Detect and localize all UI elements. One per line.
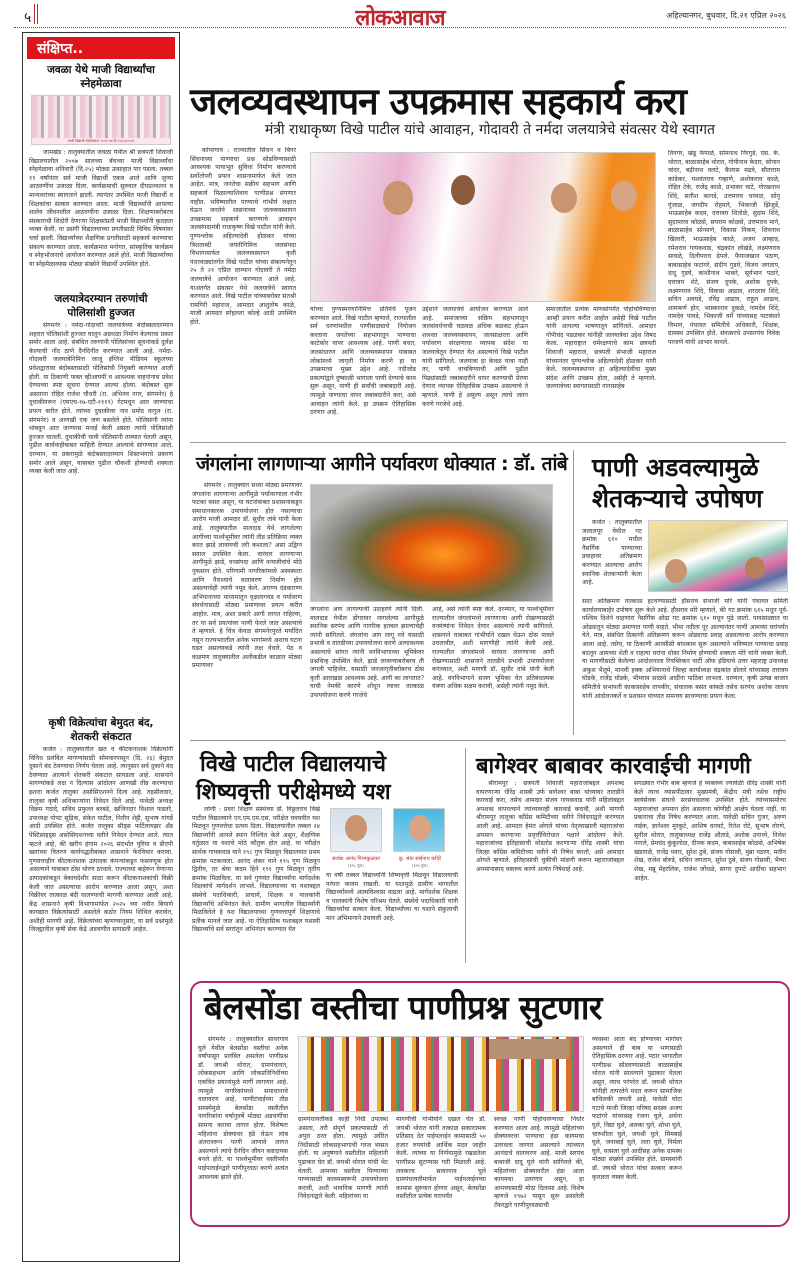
fire-column-2: जंगलांना आग लागल्याची उदाहरणे त्यांनी दिली. मालदाड येथील डोंगरावर लागलेल्या आगीमुळे स्थानिक सरपंच आणि नागरिक हतबल झाल्याचेही त्यांनी सांगितले. जंगलांना आग लागू नये यासाठी प्रभावी व तातडीच्या उपाययोजना करणे अत्यावश्यक असल्याचे सांगत त्यांनी वनविभागाच्या भूमिकेवर प्रश्नचिन्ह उपस्थित केले. झाडे लावण्याबरोबरच ती जगली पाहिजेत. यासाठी जनजागृतीबरोबरच ठोस कृती आराखडा आवश्यक आहे. आगी का लागतात? याची नेमकी कारणे शोधून त्यावर तात्काळ उपाययोजना करणे गरजेचे bbox=[310, 606, 424, 699]
forest-fire-photo bbox=[310, 484, 553, 602]
photo-figure bbox=[383, 181, 413, 215]
bageshwar-column-1: श्रीरामपूर : छत्रपती शिवाजी महाराजांबद्दल अपशब्द वापरणाऱ्या धीरेंद्र शास्त्री उर्फ बागेश्वर बाबा यांच्यावर तातडीने कारवाई करा, तसेच आमदार संजय गायकवाड यांनी महिलांबद्दल अपशब्द वापरल्याने त्यांच्यावरही कारवाई करावी, अशी मागणी श्रीरामपूर तालुका काँग्रेस कमिटीच्या वतीने निवेदनाद्वारे करण्यात आली आहे. आमदार हेमंत ओगले यांच्या नेतृत्वाखाली महाराजांचा अपमान करणाऱ्या प्रवृत्तींविरोधात पक्षाने आंदोलन केले. महाराजांच्या इतिहासाची मोडतोड करणाऱ्या धीरेंद्र शास्त्री यांचा जिल्हा काँग्रेस कमिटीच्या वतीने मी निषेध करतो, असे आमदार ओगले म्हणाले. इतिहासाची चुकीची मांडणी करून महाराजांबद्दल अपमानास्पद वक्तव्य करणे अत्यंत निषेधार्ह आहे. bbox=[476, 780, 624, 873]
dateline: अहिल्यानगर, बुधवार, दि.२१ एप्रिल २०२६ bbox=[666, 11, 786, 20]
photo-figure bbox=[551, 183, 577, 213]
scholarship-body: लोणी : प्रवरा शिक्षण संस्थेच्या डॉ. विठ्ठलराव विखे पाटील विद्यालयाने एन.एम.एम.एस. परीक्षेत घवघवीत यश मिळवून गुणवत्तेचा प्रत्यय दिला. विद्यालयातील तब्बल २४ विद्यार्थ्यांनी आपले स्थान निश्चित केले असून, शैक्षणिक वर्तुळात या यशाचे मोठे कौतुक होत आहे. या परीक्षेत सार्थक गायकवाड याने १९८ गुण मिळवून विद्यालयात प्रथम क्रमांक पटकावला. आनंद शंकर याने १९५ गुण मिळवून द्वितीय, तर श्रेया कदम हिने १९१ गुण मिळवून तृतीय क्रमांक मिळविला. या सर्व गुणवंत विद्यार्थ्यांना मार्गदर्शक शिक्षकांचे मार्गदर्शन लाभले. विद्यालयाच्या या यशाबद्दल संस्थेचे पदाधिकारी, प्राचार्य, शिक्षक व पालकांनी विद्यार्थ्यांचे अभिनंदन केले. ग्रामीण भागातील विद्यार्थ्यांनी मिळविलेले हे यश विद्यालयाच्या गुणवत्तापूर्ण शिक्षणाचे प्रतीक मानले जात आहे. या ऐतिहासिक यशाबद्दल यशस्वी विद्यार्थ्यांचे सर्व स्तरांतून अभिनंदन करण्यात येत bbox=[192, 806, 320, 934]
column-divider bbox=[573, 450, 574, 735]
brief-headline: कृषी विक्रेत्यांचा बेमुदत बंद, शेतकरी संकटात bbox=[48, 717, 154, 743]
brief-body: जामखेड : तालुक्यातील जवळा येथील श्री छत्रपती शिवाजी विद्यालयातील २००७ सालच्या बॅचच्या माजी विद्यार्थ्यांचा स्नेहमेळावा शनिवारी (दि.२५) मोठ्या उत्साहात पार पडला. तब्बल १९ वर्षांनंतर सर्व माजी विद्यार्थी एकत्र आले आणि जुन्या आठवणींना उजाळा दिला. कार्यक्रमाची सुरुवात दीपप्रज्वलन व मान्यवरांच्या स्वागताने झाली. त्यानंतर उपस्थित माजी विद्यार्थी व शिक्षकांचा सत्कार करण्यात आला. माजी विद्यार्थ्यांनी आपल्या शालेय जीवनातील आठवणींना उजाळा दिला. शिक्षणाबरोबरच संस्काराची शिदोरी देणाऱ्या शिक्षकांप्रती माजी विद्यार्थ्यांनी कृतज्ञता व्यक्त केली. या प्रसंगी विद्यालयाच्या प्रगतीसाठी विविध विषयांवर चर्चा झाली. विद्यार्थ्यांच्या शैक्षणिक प्रगतीसाठी सहकार्य करण्याचा संकल्प करण्यात आला. कार्यक्रमात मनोगत, सांस्कृतिक कार्यक्रम व स्नेहभोजनाचे आयोजन करण्यात आले होते. माजी विद्यार्थ्यांच्या या स्नेहमेळाव्यास मोठ्या संख्येने विद्यार्थी उपस्थित होते. bbox=[29, 149, 173, 268]
lead-column-1: कोपरगाव : राज्यातील सिंचन व बिगर सिंचनाच्या पाण्याचा प्रश्न सोडविण्यासाठी आवश्यक पायाभूत सुविधा निर्माण करण्याचे सर्वोतोपरी प्रयत्न शासनामार्फत केले जात आहेत. मात्र, जनतेचा सक्रीय सहभाग आणि सहकार्य मिळाल्याशिवाय पाणीप्रश्न संपणार नाहीत. भविष्यातील पाण्याचे गांभीर्य लक्षात घेऊन जनतेने शासनाच्या जलव्यवस्थापन उपक्रमास सहकार्य करण्याचे आवाहन जलसंपदामंत्री राधाकृष्ण विखे पाटील यांनी केले. पुण्यश्लोक अहिल्यादेवी होळकर यांच्या त्रिशताब्दी जयंतीनिमित्त जलसंपदा विभागामार्फत जलव्यवस्थापन कृती पंधरवाड्यांतर्गत विखे पाटील यांच्या संकल्पनेतून २५ ते २१ एप्रिल दरम्यान गोदावरी ते नर्मदा जलयात्रेचे आयोजन करण्यात आले आहे. याअंतर्गत संवत्सर येथे जलयात्रेचे स्वागत करण्यात आले. विखे पाटील यांच्याबरोबर संतश्री रामगिरी महाराज, आमदार आशुतोष काळे, माजी आमदार स्नेहलता कोल्हे आदी उपस्थित होते. bbox=[190, 147, 296, 326]
photo-figure bbox=[665, 559, 687, 583]
photo-figure bbox=[451, 175, 475, 205]
student-score: (१९८ गुण) bbox=[348, 863, 364, 868]
fire-headline: जंगलांना लागणाऱ्या आगीने पर्यावरण धोक्यात : डॉ. तांबे bbox=[196, 453, 568, 475]
scholarship-headline-2: शिष्यवृत्ती परीक्षेमध्ये यश bbox=[196, 780, 391, 805]
fire-column-3: आहे, असे त्यांनी स्पष्ट केले. दरम्यान, या पार्श्वभूमीवर राज्यातील जंगलांमध्ये लागणाऱ्या आगी रोखण्यासाठी वनमंत्र्यांना निवेदन देणार असल्याचे त्यांनी सांगितले. शासनाने याबाबत गांभीर्याने दखल घेऊन ठोस पावले उचलावीत, अशी मागणीही त्यांनी केली आहे. राज्यातील जंगलांमध्ये वारंवार लागणाऱ्या आगी रोखण्यासाठी शासनाने तातडीने प्रभावी उपाययोजना कराव्यात, अशी मागणी डॉ. सुधीर तांबे यांनी केली आहे. वनविभागाने सजग भूमिका घेत प्रतिबंधात्मक यंत्रणा अधिक सक्षम करावी, असेही त्यांनी नमूद केले. bbox=[432, 606, 554, 691]
brief-headline: जलयात्रेदरम्यान तरुणांची पोलिसांशी हुज्जत bbox=[54, 293, 148, 319]
belsonda-column-3: मागणीची गांभीर्याने दखल घेत डॉ. जयश्री थोरात यांनी तत्काळ सकारात्मक प्रतिसाद देत पाईपलाईन कामासाठी ५० हजार रुपयांची आर्थिक मदत जाहीर केली. त्यांच्या या निर्णयामुळे रखडलेला पाणीप्रश्न सुटण्यास गती मिळाली आहे. लवकरच सावरगाव घुले ग्रामपंचायतीमार्फत पाईपलाईनच्या कामास सुरुवात होणार असून, बेलसोंडा वस्तीतील प्रत्येक घरापर्यंत bbox=[396, 1116, 486, 1201]
belsonda-column-2: ग्रामपंचायतीकडे काही निधी उपलब्ध असला, तरी संपूर्ण प्रकल्पासाठी तो अपुरा ठरत होता. त्यामुळे उर्वरित निधीसाठी लोकसहभागाची गरज भासत होती. या अनुषंगाने वस्तीतील महिलांनी पुढाकार घेत डॉ. जयश्री थोरात यांची भेट घेतली. आमच्या वस्तीला पिण्याच्या पाण्यासाठी कायमस्वरूपी उपाययोजना करावी, अशी भावनिक मागणी त्यांनी निवेदनाद्वारे केली. महिलांच्या या bbox=[298, 1116, 388, 1201]
hunger-strike-body: सदर अतिक्रमण तात्काळ हटवण्यासाठी हौसराव संभाजी मोरे यांनी पंचायत समिती कार्यालयाबाहेर उपोषण सुरू केले आहे. हौसराव मोरे म्हणाले, की गट क्रमांक ६१५ मधून पूर्व-पश्चिम दिशेने वाहणारा नैसर्गिक ओढा गट क्रमांक ६१० मधून पुढे जातो. पावसाळ्यात या ओढ्यातून मोठ्या प्रमाणात पाणी वाहते. भीमा नदीला पूर आल्यानंतर पाणी आमच्या घरांपर्यंत येते. मात्र, संबंधित ठिकाणी अतिक्रमण करून ओढ्याचा प्रवाह अडवल्याचा आरोप करण्यात आला आहे. तसेच, या ठिकाणी आरसीसी बांधकाम सुरू असल्याने भविष्यात पाण्याचा प्रवाह बदलून आमच्या शेती व राहत्या घरांना धोका निर्माण होण्याची शक्यता मोरे यांनी व्यक्त केली. या मागणीसाठी केलेल्या आंदोलनाला रिपब्लिकन पार्टी ऑफ इंडियाचे उत्तर महाराष्ट्र उपाध्यक्ष अंकुश भैलुमे, मानवी हक्क अभियानाचे जिल्हा कार्याध्यक्ष चंद्रकांत डोलारे यांच्यासह दत्तात्रय घोडके, राजेंद्र घोडके, भीमराव साळवे आदींना पाठिंबा लाभला. दरम्यान, कृषी उत्पन्न बाजार समितीचे सभापती काकासाहेब तापकीर, संचालक बसंत कांबळे तसेच सरपंच अशोक जाधव यांनी आंदोलनकर्ते व प्रशासन यांच्यात समन्वय साधण्याचा प्रयत्न केला. bbox=[582, 598, 788, 700]
student-name: सार्थक आनंद गिरमकुळकर bbox=[331, 856, 381, 862]
lead-headline: जलव्यवस्थापन उपक्रमास सहकार्य करा bbox=[190, 80, 686, 123]
belsonda-column-1: संगमनेर : तालुक्यातील सावरगाव घुले येथील बेलसोंडा वस्तीचा अनेक वर्षांपासून प्रलंबित असलेला पाणीप्रश्न डॉ. जयश्री थोरात, ग्रामपंचायत, लोकसहभाग आणि लोकप्रतिनिधींच्या एकत्रित प्रयत्नांमुळे मार्गी लागणार आहे. त्यामुळे नागरिकांमध्ये समाधानाचे वातावरण आहे. पाणीटंचाईच्या तीव्र समस्येमुळे बेलसोंडा वस्तीतील नागरिकांना वर्षानुवर्षे मोठ्या अडचणींचा सामना करावा लागत होता. विशेषतः महिलांना डोक्यावर हंडे घेऊन लांब अंतरावरून पाणी आणावे लागत असल्याने त्यांचे दैनंदिन जीवन कष्टदायक बनले होते. या पार्श्वभूमीवर वस्तीपर्यंत पाईपलाईनद्वारे पाणीपुरवठा करणे अत्यंत आवश्यक झाले होते. bbox=[198, 1036, 288, 1181]
fire-column-1: संगमनेर : तालुक्यात सध्या मोठ्या प्रमाणावर जंगलांना लागणाऱ्या आगींमुळे पर्यावरणाला गंभीर फटका बसत असून, या घटनांबाबत प्रशासनाकडून समाधानकारक उपाययोजना होत नसल्याचा आरोप माजी आमदार डॉ. सुधीर तांबे यांनी केला आहे. तालुक्यातील मालदाड येथे लागलेल्या आगींच्या पार्श्वभूमीवर त्यांनी तीव्र प्रतिक्रिया व्यक्त करत झाडे लावायची तरी कशाला? असा उद्विग्न सवाल उपस्थित केला. वारंवार लागणाऱ्या आगीमुळे झाडे, वनसंपदा आणि वन्यजीवांचे मोठे नुकसान होते. परिणामी नागरिकांमध्ये अस्वस्थता आणि नैराश्याचे वातावरण निर्माण होत असल्याचेही त्यांनी नमूद केले. आरण्य दंडकारण्य अभियानाच्या माध्यमातून वृक्षलागवड व पर्यावरण संवर्धनासाठी मोठ्या प्रमाणावर प्रयत्न करीत आहोत. मात्र, अशा प्रकारे आगी लागत राहिल्या, तर या सर्व प्रयत्नांवर पाणी फेरले जात असल्याचे ते म्हणाले. हे चित्र केवळ संगमनेरपुरते मर्यादित नसून राज्यभरातील अनेक भागांमध्ये अशाच घटना घडत असल्याकडे त्यांनी लक्ष वेधले. पेठ व कळमण तालुक्यातील अलीकडील काळात मोठ्या प्रमाणावर bbox=[192, 482, 302, 670]
lead-subheadline: मंत्री राधाकृष्ण विखे पाटील यांचे आवाहन, गोदावरी ते नर्मदा जलयात्रेचे संवत्सर येथे स्वागत bbox=[264, 122, 716, 138]
lead-column-3: उद्देशाने जलयात्रेचे आयोजन करण्यात आले आहे. समाजाच्या सक्रिय सहभागातून जलसंवर्धनाची चळवळ अधिक बळकट होऊन शाश्वत जलव्यवस्थापन, जलसाक्षरता आणि पर्यावरण संरक्षणाचा व्यापक संदेश या जलयात्रेतून देण्यात येत असल्याचे विखे पाटील यांनी सांगितले. जलयात्रा हा केवळ यात्रा नाही तर, पाणी वाचविण्याची आणि पुढील पिढ्यांसाठी जबाबदारीने वापर करण्याची प्रेरणा देणारा व्यापक ऐतिहासिक उपक्रम असल्याचे ते म्हणाले. पाणी हे अमूल्य असून त्याचे जतन करणे गरजेचे आहे. bbox=[422, 306, 528, 408]
student-portrait-2 bbox=[393, 808, 445, 852]
student-portrait-1 bbox=[330, 808, 382, 852]
hunger-strike-photo bbox=[648, 520, 788, 592]
lead-photo-welcome bbox=[310, 152, 656, 302]
scholarship-body-2: या वर्षी तब्बल विद्यार्थ्यांनी शिष्यवृत्ती मिळवून विद्यालयाची परंपरा कायम राखली. या यशामुळे ग्रामीण भागातील विद्यार्थ्यांमध्ये आत्मविश्वास वाढला आहे. मार्गदर्शक शिक्षक व पालकांनी विशेष परिश्रम घेतले. संस्थेचे पदाधिकारी यांनी विद्यार्थ्यांचा सत्कार केला. विद्यार्थ्यांच्या या यशाने संकुलाची मान अभिमानाने उंचावली आहे. bbox=[326, 872, 458, 922]
brief-body: कर्जत : तालुक्यातील खत व कीटकनाशक विक्रेत्यांनी विविध प्रलंबित मागण्यांसाठी सोमवारपासून (दि. २६) बेमुदत दुकाने बंद ठेवण्याचा निर्णय घेतला आहे. त्यानुसार सर्व दुकाने बंद ठेवण्यात आल्याने शेतकरी संकटात सापडला आहे. शासनाने मागण्यांकडे लक्ष न दिल्यास आंदोलन आणखी तीव्र करण्याचा इशारा कर्जत तालुका असोसिएशनने दिला आहे. तहसीलदार, तालुका कृषी अधिकाऱ्यांना निवेदन दिले आहे. यावेळी अध्यक्ष विक्रम गदादे, सचिव प्रफुल्ल बरबडे, खजिनदार विशाल फडतरे, उपाध्यक्ष पोपट सुद्रिक, संकेत पाटील, नितीन शेट्टी, सुभाष गांगर्डे आदी उपस्थित होते. कर्जत तालुका सीड्स फर्टिलायझर अँड पेस्टिसाइड्स असोसिएशनच्या वतीने निवेदन देण्यात आले. त्यात म्हटले आहे, की खरीप हंगाम २०२६ संदर्भात युरिया व डीएपी खतांच्या वितरण कार्यपद्धतीबाबत शासनाने फेरविचार करावा. गुणवत्ताहीन कीटकनाशक उत्पादक कंपन्यांकडून फसवणूक होत असल्याने याबाबत ठोस धोरण ठरवावे. राज्याच्या बाहेरून येणाऱ्या उत्पादकांकडून बेकायदेशीर साठा करून कीटकनाशकांची विक्री केली जात असल्याचा आरोप करण्यात आला असून, अशा विक्रीवर तात्काळ बंदी घालण्याची मागणी करण्यात आली आहे. केंद्र शासनाने कृषी विभागामार्फत २०२५ च्या नवीन बियाणे कायद्यात विक्रेत्यांसाठी असलेले कठोर नियम शिथिल करावेत, अशीही मागणी आहे. विक्रेत्यांच्या म्हणण्यानुसार, या सर्व प्रश्नांमुळे जिल्ह्यातील कृषी सेवा केंद्रे अडचणीत सापडली आहेत. bbox=[29, 746, 173, 934]
photo-figure bbox=[611, 181, 637, 211]
lead-column-4: समाजातील प्रत्येक माणसांपर्यंत पोहोचविण्याचा आम्ही प्रयत्न करीत आहोत असेही विखे पाटील यांनी आपल्या भाषणातून सांगितले. आमदार गोपीचंद पडळकर यांनीही जलयात्रेचा उद्देश विषद केला. महाराष्ट्रात धर्मरक्षणाचे काम छत्रपती शिवाजी महाराज, छत्रपती संभाजी महाराज यांच्यानंतर पुण्यश्लोक अहिल्यादेवी होळकर यांनी केले. जलव्यवस्थापन हा अहिल्यादेवींचा मुख्य संदेश आणि उपक्रम होता, असेही ते म्हणाले. जलयात्रेच्या स्वागतासाठी नानासाहेब bbox=[546, 306, 656, 391]
belsonda-group-photo bbox=[298, 1036, 584, 1112]
briefs-section-label: संक्षिप्त.. bbox=[27, 37, 175, 59]
belsonda-column-4: स्वच्छ पाणी पोहोचवण्याचा निर्धार करण्यात आला आहे. त्यामुळे महिलांच्या डोक्यावरचा पाण्याचा हंडा कायमचा उतरवला जाणार असल्याने त्यांच्यात आनंदाचे वातावरण आहे. माजी सरपंच बाबाजी दादू घुले यांनी सांगितले की, महिलांच्या डोक्यावरील हंडा आता कायमचा उतरणार असून, हा आमच्यासाठी मोठा दिलासा आहे. विशेष म्हणजे १९७२ पासून सुरू असलेली टँकरद्वारे पाणीपुरवठ्याची bbox=[494, 1116, 584, 1209]
photo-wall bbox=[489, 1039, 569, 1059]
photo-figure bbox=[745, 557, 765, 579]
photo-banner: माजी विद्यार्थी स्नेहमेळावा २००६-०७ दि.२९/०३/२०२६ bbox=[32, 138, 170, 144]
masthead-rule bbox=[14, 27, 786, 28]
masthead bbox=[0, 0, 800, 31]
column-divider bbox=[465, 748, 466, 963]
belsonda-headline: बेलसोंडा वस्तीचा पाणीप्रश्न सुटणार bbox=[204, 988, 602, 1027]
student-score: (१९५ गुण) bbox=[412, 863, 428, 868]
reunion-photo bbox=[31, 95, 171, 145]
lead-column-5: तिनगर, खंडू फेपाळे, सोमनाथ निरगुडे, एस. के. थोरात, बाळासाहेब थोरात, गोपीनाथ केदार, सोपान चांदर, बद्रीनाथ वलटे, कैलास मढवे, सीताराम कांडेकर, यशवंतराव गव्हाणे, अशोकराव काळे, रोहित टेके, राजेंद्र काळे, प्रभाकर घाटे, गोरखनाथ शिंदे, सतीश कानडे, उत्तमराव चरमळ, सोनू गुंजाळ, जगदीप रोहमारे, भिकाजी झिंजुर्डे, भाऊसाहेब कदम, दत्तात्रय शितोळे, सुदाम शिंदे, सुदामराव कोळसे, सयराम कोळसे, उत्तमराव माने, बाळासाहेब सोनवणे, विकास निकम, शिवनाथ खिलारी, भाऊसाहेब काळे, अजय आव्हाड, रमेशराव गायकवाड, चंद्रकांत लोखंडे, लक्ष्मणराव सावळे, दिलीपराव ढेपले. फैयाजखान पठाण, बाबासाहेब फटांगरे, संदीप गुडघे, विजय जगताप, दादू गुडघे, काशीनाथ भाकरे, सूर्यभान पठारे, दत्तात्रय शेटे, संजय दुपके, अशोक दुपके, लक्ष्मणराव शिंदे, विकास आढाव, शरदराव शिंदे, सचिन अवघडे, रविंद्र आढाव, राहुल आढाव, शामकर्ण होन, भास्करराव दुकळे, नामदेव शिंदे, नामदेव पावडे, भिकाजी वर्मे यांच्यासह पाटबंधारे विभाग, पंचायत समितीचे अधिकारी, शिक्षक, ग्रामस्थ उपस्थित होते. संवत्सरचे उपसरपंच विवेक परजणे यांनी आभार मानले. bbox=[668, 150, 780, 347]
student-face bbox=[409, 815, 431, 841]
briefs-sidebar bbox=[22, 32, 180, 1262]
bageshwar-column-2: सगळ्यात गंभीर बाब म्हणजे हे व्यक्तव्य ज्यावेळी धीरेंद्र शास्त्री यांनी केले त्याच व्यासपीठावर मुख्यमंत्री, केंद्रीय मंत्री तसेच राष्ट्रीय स्वयंसेवक संघाचे सरसंघचालक उपस्थित होते. त्यांच्यासमोरच महाराजांचा अपमान होत असताना कोणीही आक्षेप घेतला नाही. या प्रकाराचा तीव्र निषेध करण्यात आला. यावेळी सचिन गुजर, अरुण नाईक, ज्ञानेश्वर मुरकुटे, आशिष धनवटे, रितेश रोटे, सुभाष तोरणे, सुनील थोरात, तालुकाध्यक्ष राजेंद्र औताडे, अशोक उपाध्ये, निलेश नागले, प्रेमचंद कुंकूलोळ, दीपक कदम, बाबासाहेब कोळसे, अभिषेक खंडागळे, राजेंद्र पवार, सुरेश ठुबे, संजय गोसावी, मुन्ना पठाण, मतीन शेख, राजेश बोरुडे, सचिन जगताप, सुरेश ठुबे, संजय गोसावी, भैय्या शेख, मन्नू मेहरलिक, राजेश जोंधळे, सागर दुपाटे आदींचा सहभाग आहेत. bbox=[634, 780, 786, 882]
brief-body: संगमनेर : नर्मदा-गोदावरी जलयात्रेच्या बंदोबस्तादरम्यान शहरात पोलिसांशी हुज्जत घालून अडथळा निर्माण केल्याचा प्रकार समोर आला आहे. संबंधित तरुणांनी पोलिसांच्या सूचनांकडे दुर्लक्ष केल्याची नोंद ठाणे दैनंदिनीत करण्यात आली आहे. नर्मदा-गोदावरी जलयात्रेनिमित्त जाजू इंग्लिश मीडियम स्कूलच्या प्रवेशद्वारावर बंदोबस्तासाठी पोलिसांची नियुक्ती करण्यात आली होती. या ठिकाणी फक्त व्हीआयपी व आवश्यक वाहनांनाच प्रवेश देण्याच्या स्पष्ट सूचना देण्यात आल्या होत्या. बंदोबस्त सुरू असताना रोहित राजेश चौधरी (रा. अभिनव नगर, संगमनेर) हे दुचाकीवरून (एमएच-१७-एटी-१११९) गेटमधून आत जाण्याचा प्रयत्न करीत होते. त्यांच्या दुचाकीवर नाव प्रमोद वागुल (रा. संगमनेर) व आणखी एक जण बसलेले होते. पोलिसांनी त्यांना थांबवून आत जाण्यास मनाई केली असता त्यांनी पोलिसांशी हुज्जत घातली. दुचाकीची चावी पोलिसांनी ताब्यात घेतली असून, पुढील कार्यवाहीबाबत माहिती देण्यात आल्याचे सांगण्यात आले. दरम्यान, या प्रकरामुळे बंदोबस्तादरम्यान शिस्तभंगाचे प्रकरण समोर आले असून, याबाबत पुढील चौकशी होण्याची शक्यता व्यक्त केली जात आहे. bbox=[29, 322, 173, 476]
student-face bbox=[345, 815, 367, 841]
student-name: कु. श्रेया साईनाथ कदिरे bbox=[398, 856, 442, 862]
hunger-strike-intro: कर्जत : तालुक्यातील जलालपूर येथील गट क्रमांक ६१० मधील नैसर्गिक पाण्याच्या प्रवाहावर अतिक्रमण करण्यात आल्याचा आरोप स्थानिक शेतकऱ्यांनी केला आहे. bbox=[582, 519, 642, 587]
hunger-strike-headline-1: पाणी अडवल्यामुळे bbox=[592, 453, 759, 482]
section-divider bbox=[190, 442, 786, 443]
bageshwar-headline: बागेश्वर बाबावर कारवाईची मागणी bbox=[476, 754, 751, 779]
hunger-strike-headline-2: शेतकऱ्याचे उपोषण bbox=[592, 484, 763, 513]
newspaper-logo: लोकआवाज bbox=[355, 6, 445, 31]
page-number: ५ bbox=[24, 10, 32, 26]
scholarship-headline-1: विखे पाटील विद्यालयाचे bbox=[200, 752, 386, 777]
section-divider bbox=[190, 740, 786, 741]
brief-headline: जवळा येथे माजी विद्यार्थ्यांचा स्नेहमेळावा bbox=[47, 64, 155, 90]
lead-column-2: यांच्या पुण्यस्मरणानिमित्त प्रतिमेचे पूजन करण्यात आले. विखे पाटील म्हणाले, राज्यातील सर्व धरणांमधील पाणीसाठ्याचे नियोजन करताना जनतेच्या सहभागातून पाण्याचा काटेकोर वापर आवश्यक आहे. पाणी बचत, जलसंधारण आणि जलव्यवस्थापन याबाबत लोकांमध्ये जागृती निर्माण करणे हा या उपक्रमाचा मुख्य उद्देश आहे. नदीजोड प्रकल्पांद्वारे दुष्काळी भागाला पाणी देण्याचे काम सुरू असून, पाणी ही सर्वांची जबाबदारी आहे. त्यामुळे पाण्याचा वापर जबाबदारीने करा, असे आवाहन त्यांनी केले. हा उपक्रम ऐतिहासिक ठरणार आहे. bbox=[310, 306, 416, 417]
belsonda-column-5: व्यवस्था आता बंद होण्याच्या मार्गावर असल्याने ही बाब या भागासाठी ऐतिहासिक ठरणार आहे. पठार भागातील पाणीप्रश्न सोडवण्यासाठी बाळासाहेब थोरात यांनी सातत्याने पुढाकार घेतला असून, त्याच परंपरेत डॉ. जयश्री थोरात यांनीही तत्परतेने मदत करून सामाजिक बांधिलकी जपली आहे. यावेळी घोटा गटाचे माजी जिल्हा परिषद सदस्य अजय फटांगरे यांच्यासह रंजना घुले, अर्चना घुले, विद्या घुले, अलका घुले, शोभा घुले, चारुशीला घुले, जयश्री घुले, मिमबाई घुले, जनाबाई घुले, लता घुले, निर्मला घुले, वत्सला घुले आदींसह अनेक ग्रामस्थ मोठ्या संख्येने उपस्थित होते. ग्रामस्थांनी डॉ. जयश्री थोरात यांचा सत्कार करून कृतज्ञता व्यक्त केली. bbox=[592, 1036, 682, 1181]
